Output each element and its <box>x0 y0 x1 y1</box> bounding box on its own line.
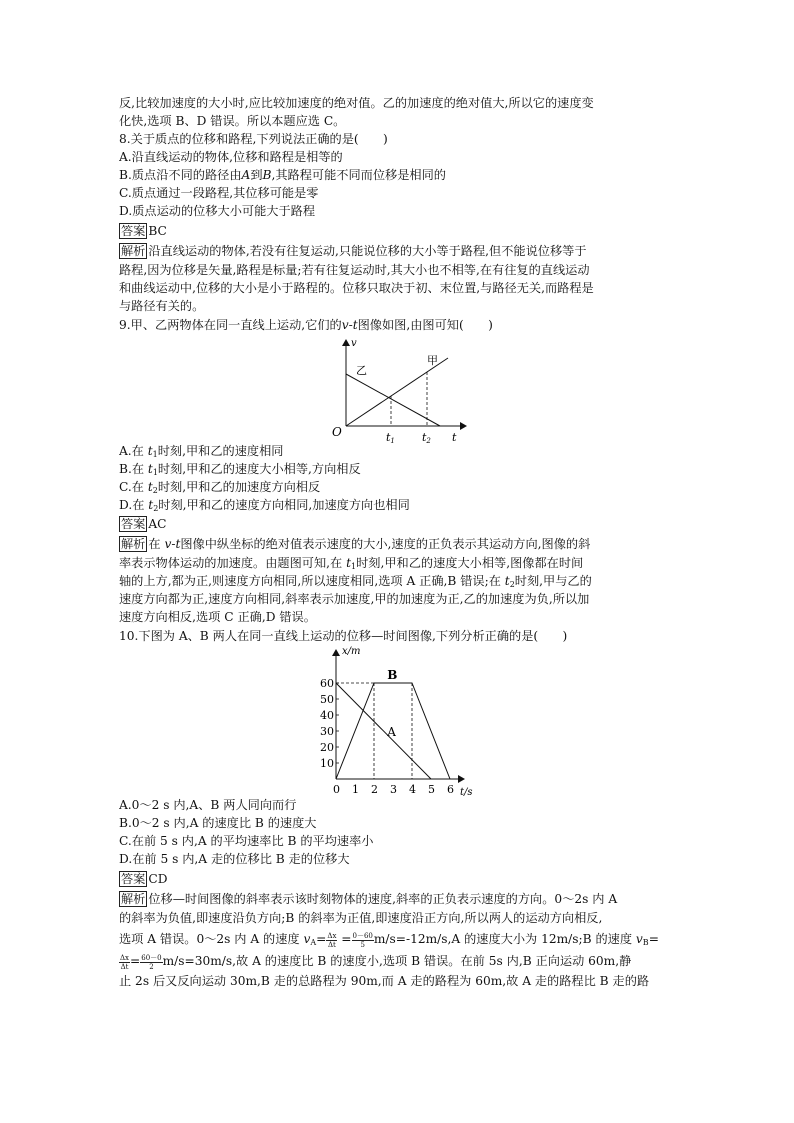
q9-stem-vt: v-t <box>341 318 358 332</box>
q10-fraction-3-num: Δx <box>120 954 130 962</box>
q8-option-d: D.质点运动的位移大小可能大于路程 <box>119 204 316 218</box>
q9-t2-main: t <box>422 431 427 444</box>
q9-analysis-text-2b: 时刻,甲和乙的速度大小相等,图像都在时间 <box>356 556 584 570</box>
q9-option-a-sub: 1 <box>152 450 158 459</box>
q9-t2-sub: 2 <box>426 437 431 445</box>
q9-option-d-t: t <box>148 498 154 512</box>
q10-analysis-text-3b: m/s=-12m/s,A 的速度大小为 12m/s;B 的速度 <box>373 932 633 946</box>
q9-option-b-text-1: B.在 <box>119 462 145 476</box>
q9-option-c-text-1: C.在 <box>119 480 144 494</box>
q10-analysis-line-3: 选项 A 错误。0～2s 内 A 的速度 $v_A=$ $\frac{\Delta x}{\Delta t}$ = $\frac{0-60}{5}$ m/s=-12m/s,A 的速度大小为 12m/s;B 的速度 $v_B=$ <box>119 932 659 949</box>
series-line-A <box>336 683 431 779</box>
q9-line-yi <box>346 374 440 426</box>
answer-tag: 答案 <box>121 517 146 531</box>
y-tick-label-20: 20 <box>320 741 334 754</box>
answer-tag: 答案 <box>121 224 146 238</box>
q10-answer <box>119 870 679 888</box>
q10-fraction-4-num: 60－0 <box>141 954 162 962</box>
q8-answer-value: BC <box>148 224 167 238</box>
analysis-tag: 解析 <box>121 244 146 258</box>
q8-option-b <box>119 166 679 184</box>
q10-fraction-4-den: 2 <box>149 963 154 971</box>
q10-fraction-2-den: 5 <box>360 941 365 949</box>
analysis-tag: 解析 <box>121 892 146 906</box>
q8-analysis-line-4: 与路径有关的。 <box>119 299 205 313</box>
q9-analysis-text-1b: 图像中纵坐标的绝对值表示速度的大小,速度的正负表示其运动方向,图像的斜 <box>180 537 591 551</box>
q8-analysis-text-1: 沿直线运动的物体,若没有往复运动,只能说位移的大小等于路程,但不能说位移等于 <box>148 244 587 258</box>
q8-analysis-line-2: 路程,因为位移是矢量,路程是标量;若有往复运动时,其大小也不相等,在有往复的直线运动 <box>119 263 590 277</box>
q9-option-d-sub: 2 <box>153 504 159 513</box>
y-tick-label-40: 40 <box>320 709 334 722</box>
q10-analysis-eq-3: = <box>130 954 141 968</box>
q9-option-a-text-1: A.在 <box>119 444 144 458</box>
x-tick-label-5: 5 <box>428 783 435 796</box>
q9-answer-value: AC <box>148 517 167 531</box>
q10-x-axis-label: t/s <box>460 787 473 798</box>
q10-analysis-va-sub: A <box>310 938 317 947</box>
q9-stem-text-1: 9.甲、乙两物体在同一直线上运动,它们的 <box>119 318 342 332</box>
x-tick-label-0: 0 <box>333 783 340 796</box>
q10-answer-value: CD <box>148 872 168 886</box>
q10-fraction-1-num: Δx <box>327 932 337 940</box>
q8-option-c: C.质点通过一段路程,其位移可能是零 <box>119 186 319 200</box>
analysis-tag: 解析 <box>121 537 146 551</box>
q8-option-b-point-a: A <box>241 168 251 182</box>
q9-answer <box>119 515 679 533</box>
q10-fraction-2-num: 0－60 <box>352 932 373 940</box>
q8-option-b-text-2: 到 <box>250 168 263 182</box>
x-tick-label-4: 4 <box>409 783 416 796</box>
q8-option-b-text-3: ,其路程可能不同而位移是相同的 <box>271 168 446 182</box>
q10-fraction-3-den: Δt <box>120 963 129 971</box>
q9-x-label: t <box>452 431 457 444</box>
q10-stem: 10.下图为 A、B 两人在同一直线上运动的位移—时间图像,下列分析正确的是( ) <box>119 629 568 643</box>
q10-fraction-1-den: Δt <box>327 941 336 949</box>
q10-analysis-va: v <box>303 932 311 946</box>
q9-analysis-text-3a: 轴的上方,都为正,则速度方向相同,所以速度相同,选项 A 正确,B 错误;在 <box>119 574 501 588</box>
series-label-A: A <box>387 724 396 739</box>
q9-option-b-sub: 1 <box>152 468 158 477</box>
q9-option-b-t: t <box>147 462 153 476</box>
q9-option-a-t: t <box>147 444 153 458</box>
q10-fraction-values-a <box>352 932 374 949</box>
series-label-B: B <box>387 668 398 682</box>
q10-analysis-eq-2: = <box>648 932 659 946</box>
q9-label-jia: 甲 <box>427 354 438 367</box>
y-tick-label-30: 30 <box>320 725 334 738</box>
q9-option-c-sub: 2 <box>152 486 158 495</box>
q9-analysis-t2-sub: 2 <box>509 580 515 589</box>
q10-y-axis-label: x/m <box>342 646 361 657</box>
q9-analysis-line-5: 速度方向相反,选项 C 正确,D 错误。 <box>119 610 316 624</box>
q9-label-yi: 乙 <box>356 364 367 377</box>
q10-analysis-text-1: 位移—时间图像的斜率表示该时刻物体的速度,斜率的正负表示速度的方向。0～2s 内 A <box>148 892 618 906</box>
q10-fraction-dx-dt-a <box>326 932 337 949</box>
q8-option-b-text-1: B.质点沿不同的路径由 <box>119 168 242 182</box>
q9-option-d-text-1: D.在 <box>119 498 145 512</box>
x-tick-label-1: 1 <box>352 783 359 796</box>
q9-option-d-text-2: 时刻,甲和乙的速度方向相同,加速度方向也相同 <box>158 498 410 512</box>
q10-analysis-text-4b: m/s=30m/s,故 A 的速度比 B 的速度小,选项 B 错误。在前 5s 内,B 正向运动 60m,静 <box>162 954 632 968</box>
q8-option-b-point-b: B <box>262 168 272 182</box>
q10-analysis-vb: v <box>635 932 643 946</box>
answer-tag: 答案 <box>121 872 146 886</box>
q10-analysis-line-4 <box>119 952 679 971</box>
q10-xt-chart <box>314 644 488 798</box>
q9-option-a-text-2: 时刻,甲和乙的速度相同 <box>157 444 284 458</box>
q9-analysis-line-4: 速度方向都为正,速度方向相同,斜率表示加速度,甲的加速度为正,乙的加速度为负,所以加 <box>119 592 590 606</box>
q8-option-a: A.沿直线运动的物体,位移和路程是相等的 <box>119 150 343 164</box>
q9-t1-main: t <box>386 431 391 444</box>
q9-origin-label: O <box>332 425 342 439</box>
y-tick-label-50: 50 <box>320 693 334 706</box>
q9-option-c-t: t <box>147 480 153 494</box>
x-tick-label-6: 6 <box>447 783 454 796</box>
q9-analysis-text-2a: 率表示物体运动的加速度。由题图可知,在 <box>119 556 343 570</box>
q10-option-d: D.在前 5 s 内,A 走的位移比 B 走的位移大 <box>119 852 350 866</box>
q10-option-b: B.0～2 s 内,A 的速度比 B 的速度大 <box>119 816 317 830</box>
q10-analysis-vb-sub: B <box>642 938 649 947</box>
q9-option-b-text-2: 时刻,甲和乙的速度大小相等,方向相反 <box>157 462 361 476</box>
q10-analysis-line-5: 止 2s 后又反向运动 30m,B 走的总路程为 90m,而 A 走的路程为 60m,故 A 走的路程比 B 走的路 <box>119 974 650 988</box>
q9-y-label: v <box>351 338 357 349</box>
q8-stem: 8.关于质点的位移和路程,下列说法正确的是( ) <box>119 132 388 146</box>
q9-analysis-t1-sub: 1 <box>351 562 357 571</box>
q9-t1-sub: 1 <box>390 437 395 445</box>
x-tick-label-2: 2 <box>371 783 378 796</box>
intro-line-2: 化快,选项 B、D 错误。所以本题应选 C。 <box>119 114 346 128</box>
q10-analysis-line-2: 的斜率为负值,即速度沿负方向;B 的斜率为正值,即速度沿正方向,所以两人的运动方向相反, <box>119 911 603 925</box>
q8-analysis-line-1 <box>119 242 679 260</box>
q10-option-a: A.0～2 s 内,A、B 两人同向而行 <box>119 798 297 812</box>
q8-answer <box>119 222 679 240</box>
q10-fraction-dx-dt-b <box>119 954 130 971</box>
q9-option-c-text-2: 时刻,甲和乙的加速度方向相反 <box>157 480 321 494</box>
q8-analysis-line-3: 和曲线运动中,位移的大小是小于路程的。位移只取决于初、末位置,与路径无关,而路程是 <box>119 281 594 295</box>
q9-analysis-t1: t <box>346 556 352 570</box>
q9-stem-text-2: 图像如图,由图可知( ) <box>357 318 493 332</box>
q10-analysis-line-1 <box>119 890 679 908</box>
y-tick-label-10: 10 <box>320 757 334 770</box>
q9-vt-figure <box>328 334 476 446</box>
y-tick-label-60: 60 <box>320 677 334 690</box>
q9-stem <box>119 316 679 334</box>
intro-line-1: 反,比较加速度的大小时,应比较加速度的绝对值。乙的加速度的绝对值大,所以它的速度变 <box>119 96 594 110</box>
q10-analysis-eq-1: = <box>316 932 327 946</box>
q10-analysis-text-3a: 选项 A 错误。0～2s 内 A 的速度 <box>119 932 300 946</box>
q10-option-c: C.在前 5 s 内,A 的平均速率比 B 的平均速率小 <box>119 834 374 848</box>
q10-fraction-values-b <box>140 954 162 971</box>
q9-analysis-t2: t <box>504 574 510 588</box>
q9-analysis-text-3b: 时刻,甲与乙的 <box>514 574 592 588</box>
q9-analysis-line-1 <box>119 535 679 553</box>
q9-analysis-vt: v-t <box>164 537 181 551</box>
q9-analysis-text-1a: 在 <box>148 537 161 551</box>
x-tick-label-3: 3 <box>390 783 397 796</box>
